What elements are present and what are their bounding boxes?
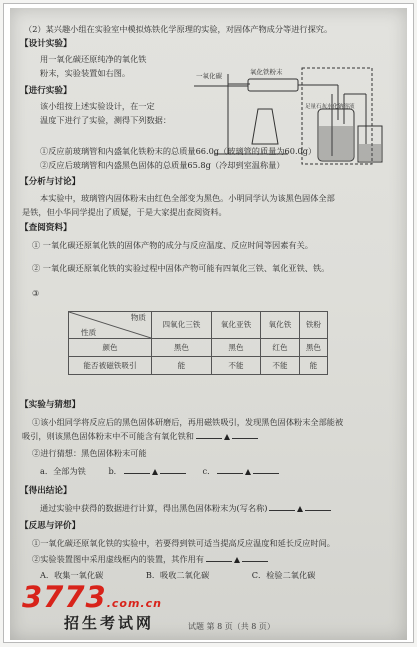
site-logo [22, 580, 162, 614]
row-label: 能否被磁铁吸引 [69, 357, 152, 375]
option-a: A．收集一氧化碳 [40, 570, 104, 580]
corner-top-label: 物质 [130, 313, 146, 322]
answer-marker [152, 469, 158, 475]
table-cell: 能 [152, 357, 212, 375]
answer-blank[interactable] [206, 554, 232, 562]
question-stem: （2）某兴趣小组在实验室中模拟炼铁化学原理的实验，对固体产物成分等进行探究。 [24, 24, 333, 34]
table-cell: 红色 [261, 339, 300, 357]
exam-page [10, 8, 407, 640]
fe2o3-label: 氧化铁粉末 [250, 68, 283, 76]
answer-blank[interactable] [232, 431, 258, 439]
proceed-line-1: 该小组按上述实验设计，在一定 [40, 101, 155, 111]
option-b: B．吸收二氧化碳 [145, 570, 210, 580]
proceed-heading: 【进行实验】 [20, 86, 72, 96]
corner-bottom-label: 性质 [81, 327, 97, 337]
ref-line-2: ② 一氧化碳还原氧化铁的实验过程中固体产物可能有四氧化三铁、氧化亚铁、铁。 [32, 263, 330, 273]
explore-line-2 [22, 431, 260, 441]
design-line-2: 粉末，实验装置如右图。 [40, 68, 131, 78]
table-cell: 黑色 [152, 339, 212, 357]
reflect-heading: 【反思与评价】 [20, 521, 81, 531]
answer-blank[interactable] [217, 466, 243, 474]
reflect-options [40, 570, 315, 580]
explore-line-3: ②进行猜想：黑色固体粉末可能 [32, 448, 147, 458]
row-label: 颜色 [69, 339, 152, 357]
table-cell: 不能 [261, 357, 300, 375]
ref-heading: 【查阅资料】 [20, 223, 72, 233]
option-c: C．检验二氧化碳 [251, 570, 316, 580]
reflect-line-1: ①一氧化碳还原氧化铁的实验中，若要得到铁可适当提高反应温度和延长反应时间。 [32, 538, 335, 548]
answer-blank[interactable] [196, 431, 222, 439]
proceed-line-3: ①反应前玻璃管和内盛氧化铁粉末的总质量66.0g（玻璃管的质量为60.0g） [40, 146, 317, 156]
col-header: 氧化亚铁 [211, 312, 260, 339]
option-b: b． [108, 466, 122, 476]
proceed-line-2: 温度下进行了实验，测得下列数据： [40, 115, 172, 125]
design-heading: 【设计实验】 [20, 39, 72, 49]
logo-text: 3773 [22, 580, 107, 614]
answer-blank[interactable] [305, 503, 331, 511]
conclusion-text: 通过实验中获得的数据进行计算，得出黑色固体粉末为(写名称) [40, 503, 268, 513]
answer-marker [297, 506, 303, 512]
conclusion-line-1 [40, 503, 333, 513]
col-header: 氧化铁 [261, 312, 300, 339]
page-number: 试题 第 8 页（共 8 页） [188, 622, 275, 631]
col-header: 四氧化三铁 [152, 312, 212, 339]
liquid-label: 足量石灰水化钠溶液 [305, 104, 355, 110]
answer-marker [234, 557, 240, 563]
answer-marker [245, 469, 251, 475]
co-label: 一氧化碳 [196, 72, 222, 80]
table-header-row [69, 312, 328, 339]
explore-line-4 [40, 466, 281, 476]
ref-line-3: ③ [32, 288, 40, 298]
table-cell: 黑色 [299, 339, 327, 357]
option-a: a．全部为铁 [40, 466, 86, 476]
conclusion-heading: 【得出结论】 [20, 486, 72, 496]
table-cell: 能 [299, 357, 327, 375]
answer-blank[interactable] [242, 554, 268, 562]
explore-line-1: ①该小组同学将反应后的黑色固体研磨后，再用磁铁吸引，发现黑色固体粉末全部能被 [32, 417, 344, 427]
explore-heading: 【实验与猜想】 [20, 400, 81, 410]
option-c: c． [202, 466, 216, 476]
design-line-1: 用一氧化碳还原纯净的氧化铁 [40, 54, 147, 64]
analysis-line-1: 本实验中，玻璃管内固体粉末由红色全部变为黑色。小明同学认为该黑色固体全部 [40, 193, 335, 203]
answer-blank[interactable] [124, 466, 150, 474]
logo-suffix: .com.cn [106, 597, 162, 610]
table-row [69, 339, 328, 357]
answer-blank[interactable] [160, 466, 186, 474]
proceed-line-4: ②反应后玻璃管和内盛黑色固体的总质量65.8g（冷却到室温称量） [40, 160, 285, 170]
col-header: 铁粉 [299, 312, 327, 339]
table-cell: 不能 [211, 357, 260, 375]
ref-line-1: ① 一氧化碳还原氧化铁的固体产物的成分与反应温度、反应时间等因素有关。 [32, 240, 313, 250]
analysis-line-2: 是铁，但小华同学提出了质疑，于是大家提出查阅资料。 [22, 207, 227, 217]
burner [252, 109, 278, 144]
glass-tube [248, 79, 298, 91]
screenshot-frame [3, 3, 414, 643]
table-row [69, 357, 328, 375]
answer-blank[interactable] [253, 466, 279, 474]
table-corner [69, 312, 152, 339]
reflect-line-2-text: ②实验装置图中采用虚线框内的装置，其作用有 [32, 554, 204, 564]
analysis-heading: 【分析与讨论】 [20, 177, 81, 187]
properties-table [68, 311, 328, 375]
explore-line-2-text: 吸引，则该黑色固体粉末中不可能含有氧化铁和 [22, 431, 194, 441]
reflect-line-2 [32, 554, 270, 564]
table-cell: 黑色 [211, 339, 260, 357]
answer-marker [224, 434, 230, 440]
answer-blank[interactable] [269, 503, 295, 511]
site-tagline: 招生考试网 [64, 614, 155, 632]
